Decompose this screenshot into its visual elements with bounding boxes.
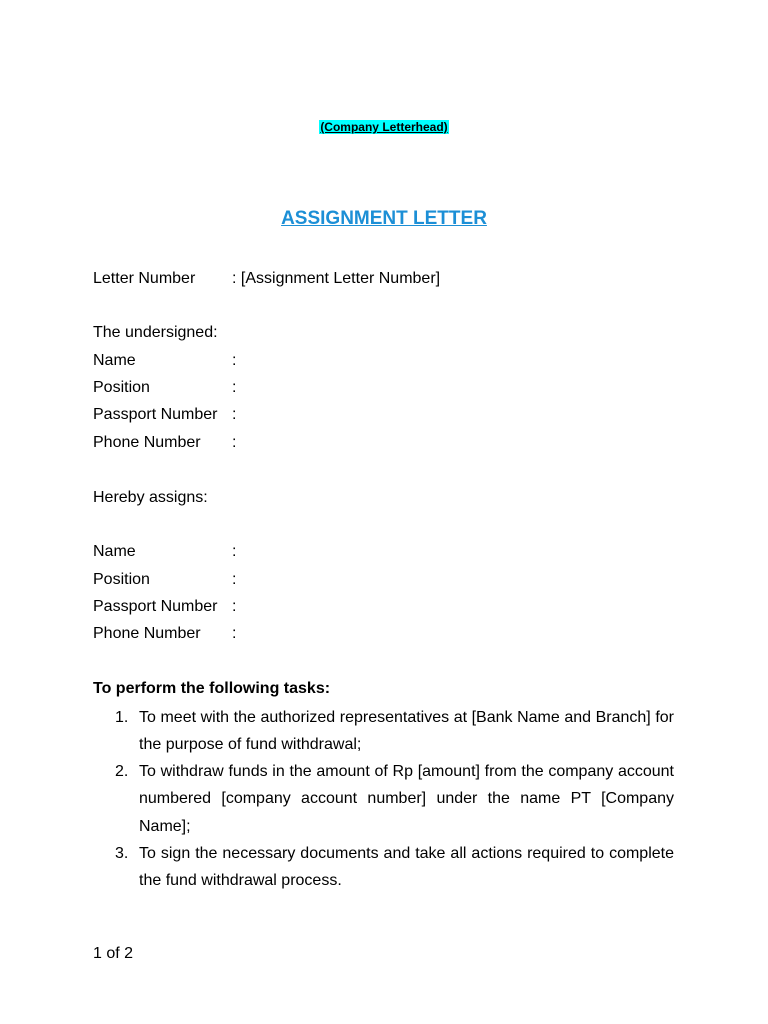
field-colon: : [232, 625, 237, 642]
field-colon: : [232, 543, 237, 560]
page-indicator: 1 of 2 [93, 945, 134, 962]
document-title: ASSIGNMENT LETTER [281, 208, 487, 229]
field-label: Phone Number [93, 434, 201, 451]
list-item-text: To meet with the authorized representatives at [Bank Name and Branch] for the purpose of fund withdrawal; [139, 709, 674, 754]
field-colon: : [232, 598, 237, 615]
assigns-heading: Hereby assigns: [93, 489, 208, 506]
field-label: Phone Number [93, 625, 201, 642]
field-colon: : [232, 379, 237, 396]
field-label: Name [93, 352, 136, 369]
letter-number-label: Letter Number [93, 270, 196, 287]
field-colon: : [232, 571, 237, 588]
field-colon: : [232, 406, 237, 423]
list-item [93, 758, 674, 840]
tasks-heading: To perform the following tasks: [93, 680, 331, 697]
field-label: Position [93, 379, 150, 396]
undersigned-heading: The undersigned: [93, 324, 218, 341]
field-label: Position [93, 571, 150, 588]
list-item [93, 840, 674, 895]
field-label: Name [93, 543, 136, 560]
letterhead-text: (Company Letterhead) [320, 120, 448, 134]
list-number: 2. [115, 763, 129, 780]
field-label: Passport Number [93, 406, 218, 423]
field-colon: : [232, 352, 237, 369]
field-colon: : [232, 434, 237, 451]
list-item [93, 704, 674, 759]
letter-number-value: : [Assignment Letter Number] [232, 270, 441, 287]
list-item-text: To withdraw funds in the amount of Rp [amount] from the company account numbered [company account number] under the name PT [Company Name]; [139, 763, 674, 835]
field-label: Passport Number [93, 598, 218, 615]
list-item-text: To sign the necessary documents and take all actions required to complete the fund withdrawal process. [139, 845, 674, 890]
list-number: 3. [115, 845, 129, 862]
letterhead-placeholder [0, 119, 768, 135]
list-number: 1. [115, 709, 129, 726]
